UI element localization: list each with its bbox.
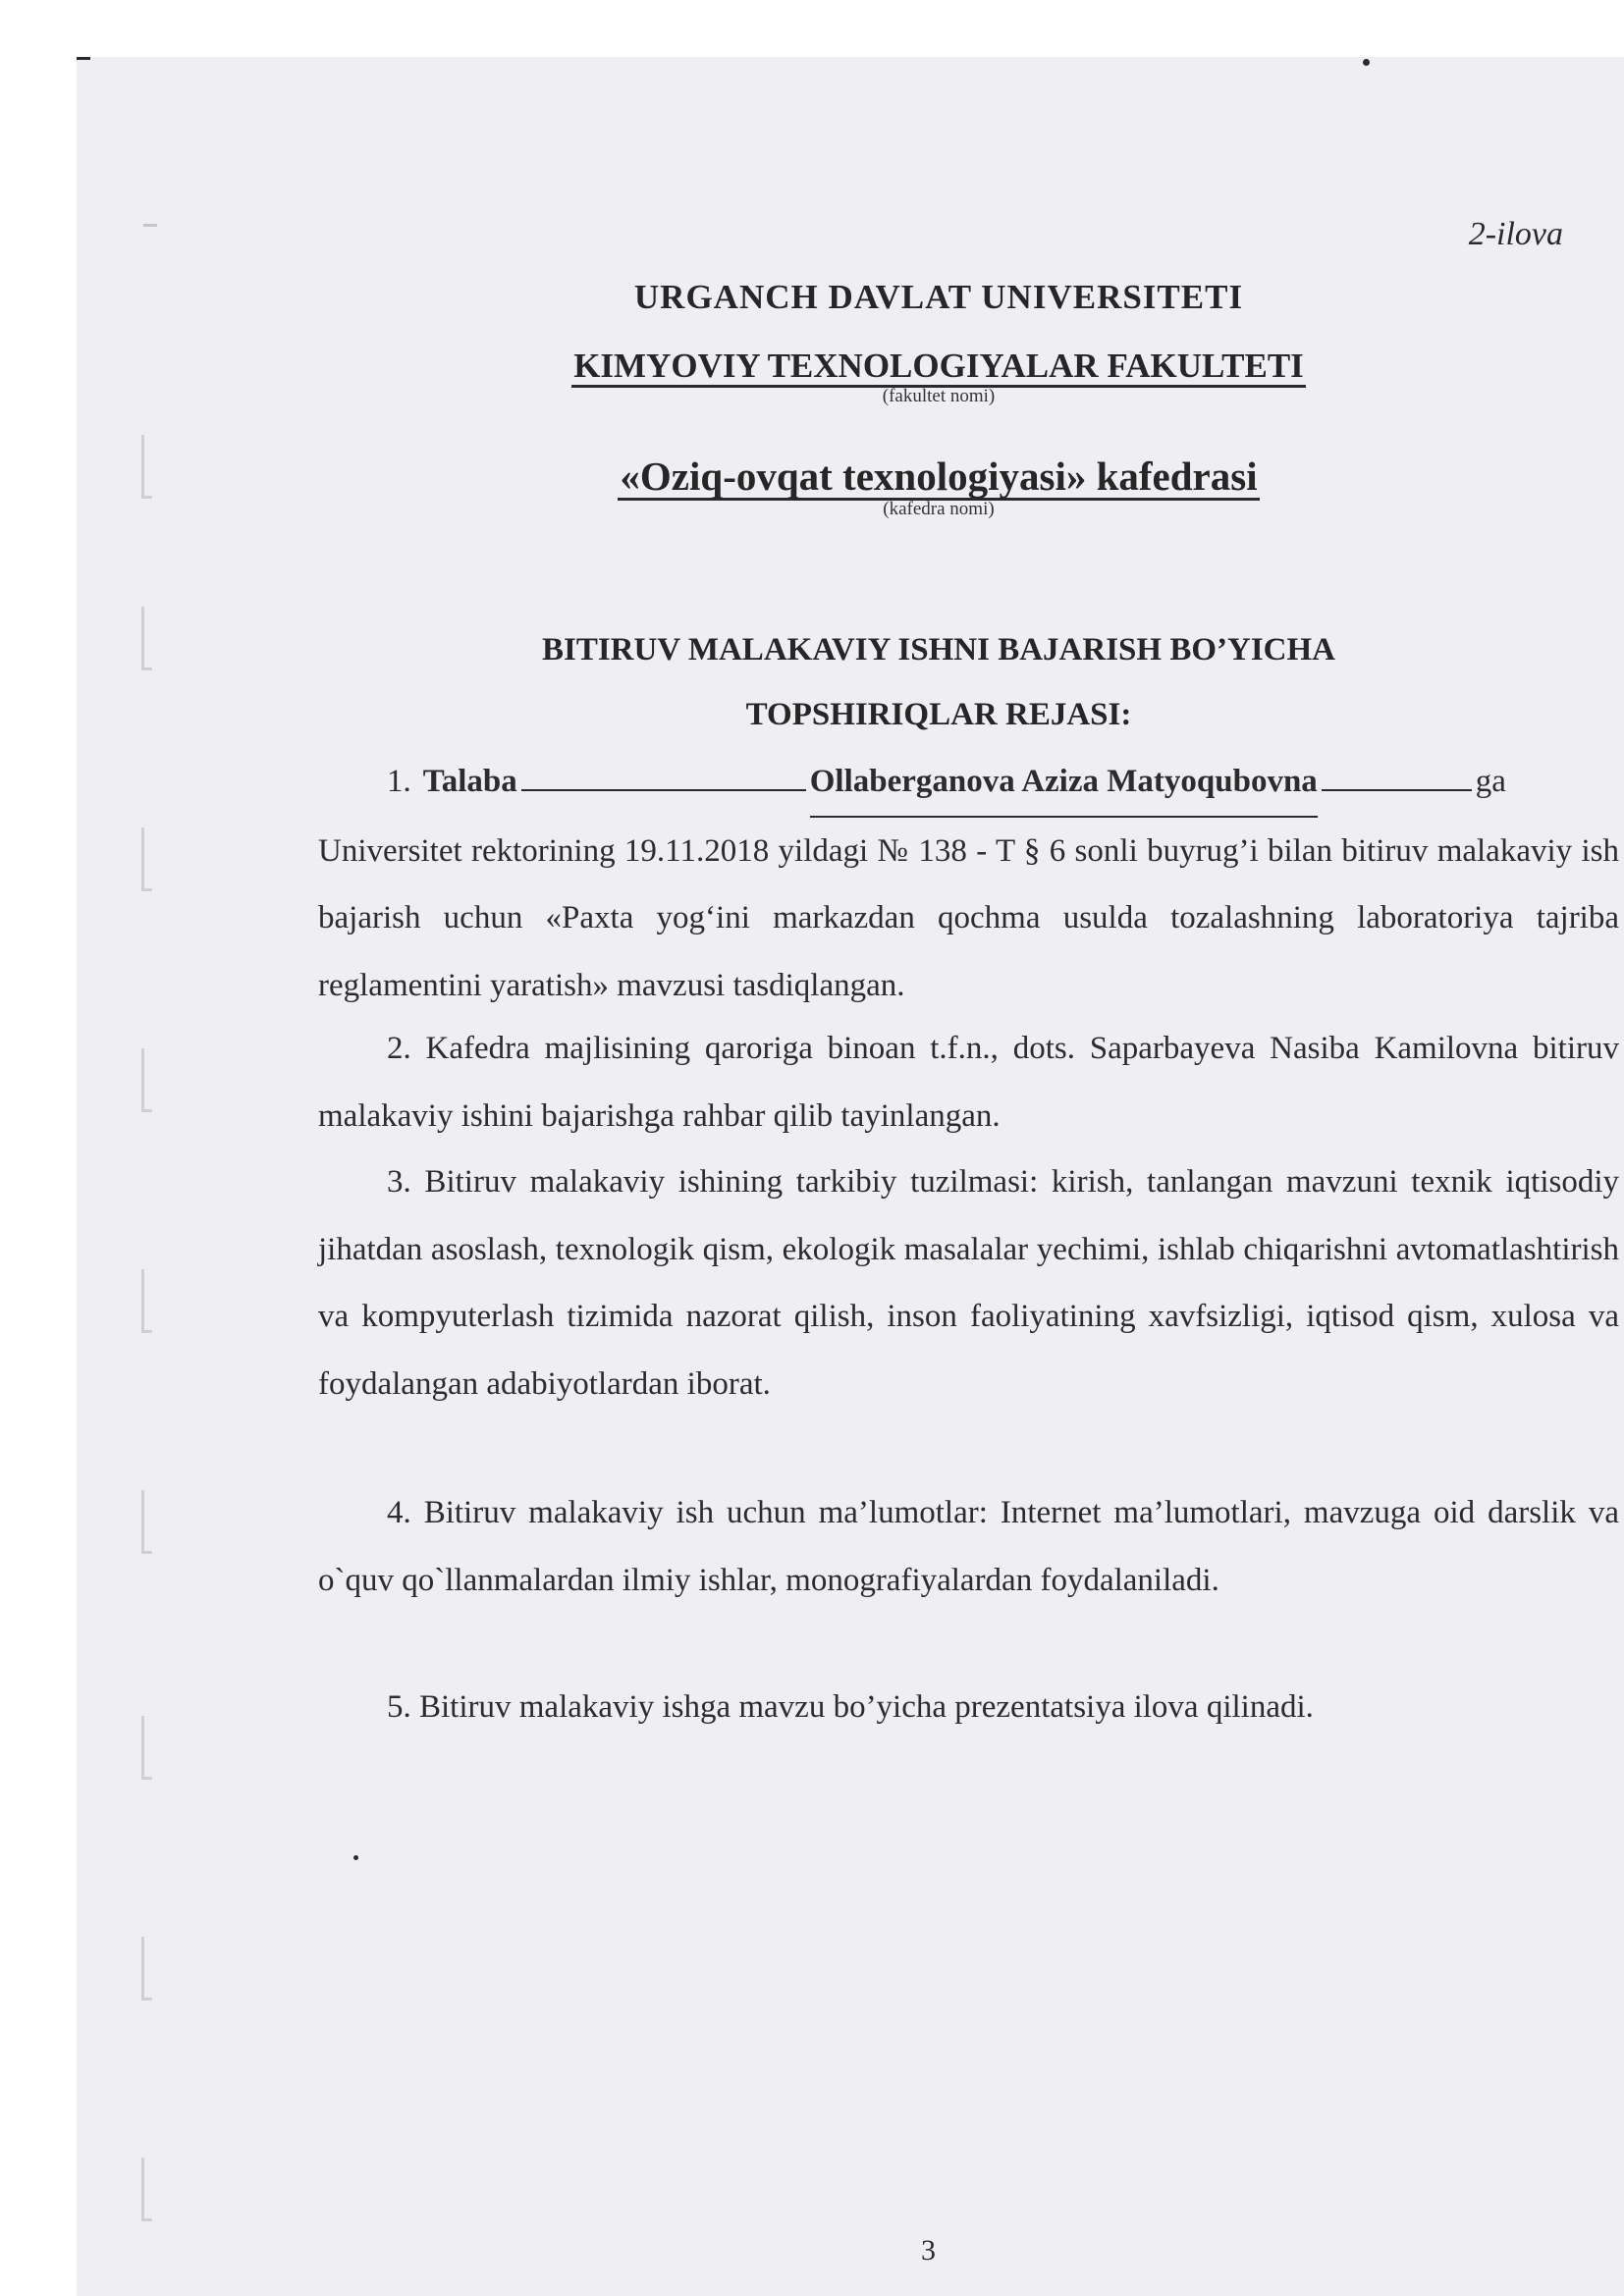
binding-hole-mark bbox=[141, 1716, 152, 1780]
student-name: Ollaberganova Aziza Matyoqubovna bbox=[810, 748, 1318, 818]
binding-hole-mark bbox=[141, 2158, 152, 2221]
department-name: «Oziq-ovqat texnologiyasi» kafedrasi bbox=[620, 454, 1258, 499]
scan-corner-mark bbox=[77, 57, 90, 60]
item-1-text: Universitet rektorining 19.11.2018 yildagi № 138 - T § 6 sonli buyrug’i bilan bitiruv malakaviy ish bajarish uchun «Paxta yog‘ini markazdan qochma usulda tozalashning laboratoriya tajriba reglamentini yaratish» mavzusi tasdiqlangan. bbox=[318, 832, 1619, 1003]
item-1-student-line bbox=[318, 748, 1619, 818]
faculty-block bbox=[165, 347, 1624, 405]
department-block bbox=[165, 454, 1624, 518]
student-field-blank bbox=[1322, 789, 1472, 791]
binding-hole-mark bbox=[141, 607, 152, 670]
page-number: 3 bbox=[921, 2234, 936, 2267]
student-label: Talaba bbox=[422, 764, 517, 799]
scan-speck bbox=[353, 1855, 358, 1860]
binding-hole-mark bbox=[141, 435, 152, 499]
department-caption: (kafedra nomi) bbox=[883, 499, 995, 519]
item-1 bbox=[318, 748, 1619, 1019]
item-5: 5. Bitiruv malakaviy ishga mavzu bo’yicha prezentatsiya ilova qilinadi. bbox=[387, 1689, 1314, 1725]
binding-hole-mark bbox=[141, 1048, 152, 1112]
scan-speck bbox=[1363, 59, 1370, 66]
annex-label: 2-ilova bbox=[1468, 216, 1563, 252]
item-2: 2. Kafedra majlisining qaroriga binoan t.f.n., dots. Saparbayeva Nasiba Kamilovna bitiruv malakaviy ishini bajarishga rahbar qilib tayinlangan. bbox=[318, 1031, 1619, 1134]
binding-hole-mark bbox=[141, 1937, 152, 2001]
item-3: 3. Bitiruv malakaviy ishining tarkibiy tuzilmasi: kirish, tanlangan mavzuni texnik iqtisodiy jihatdan asoslash, texnologik qism, ekologik masalalar yechimi, ishlab chiqarishni avtomatlashtirish va kompyuterlash tizimida nazorat qilish, inson faoliyatining xavfsizligi, iqtisod qism, xulosa va foydalangan adabiyotlardan iborat. bbox=[318, 1164, 1619, 1402]
document-title-line2: TOPSHIRIQLAR REJASI: bbox=[745, 697, 1132, 732]
binding-hole-mark bbox=[141, 1490, 152, 1554]
faculty-caption: (fakultet nomi) bbox=[882, 386, 996, 406]
faculty-name: KIMYOVIY TEXNOLOGIYALAR FAKULTETI bbox=[571, 347, 1306, 388]
margin-mark bbox=[143, 224, 157, 227]
binding-hole-mark bbox=[141, 1269, 152, 1333]
item-1-number: 1. bbox=[387, 764, 411, 799]
student-field-blank bbox=[521, 789, 806, 791]
document-title-line1: BITIRUV MALAKAVIY ISHNI BAJARISH BO’YICHA bbox=[541, 632, 1336, 667]
student-suffix: ga bbox=[1475, 764, 1506, 799]
document-page bbox=[77, 57, 1624, 2296]
item-4: 4. Bitiruv malakaviy ish uchun ma’lumotlar: Internet ma’lumotlari, mavzuga oid darslik va o`quv qo`llanmalardan ilmiy ishlar, monografiyalardan foydalaniladi. bbox=[318, 1495, 1619, 1598]
university-name: URGANCH DAVLAT UNIVERSITETI bbox=[633, 278, 1244, 316]
binding-hole-mark bbox=[141, 828, 152, 891]
